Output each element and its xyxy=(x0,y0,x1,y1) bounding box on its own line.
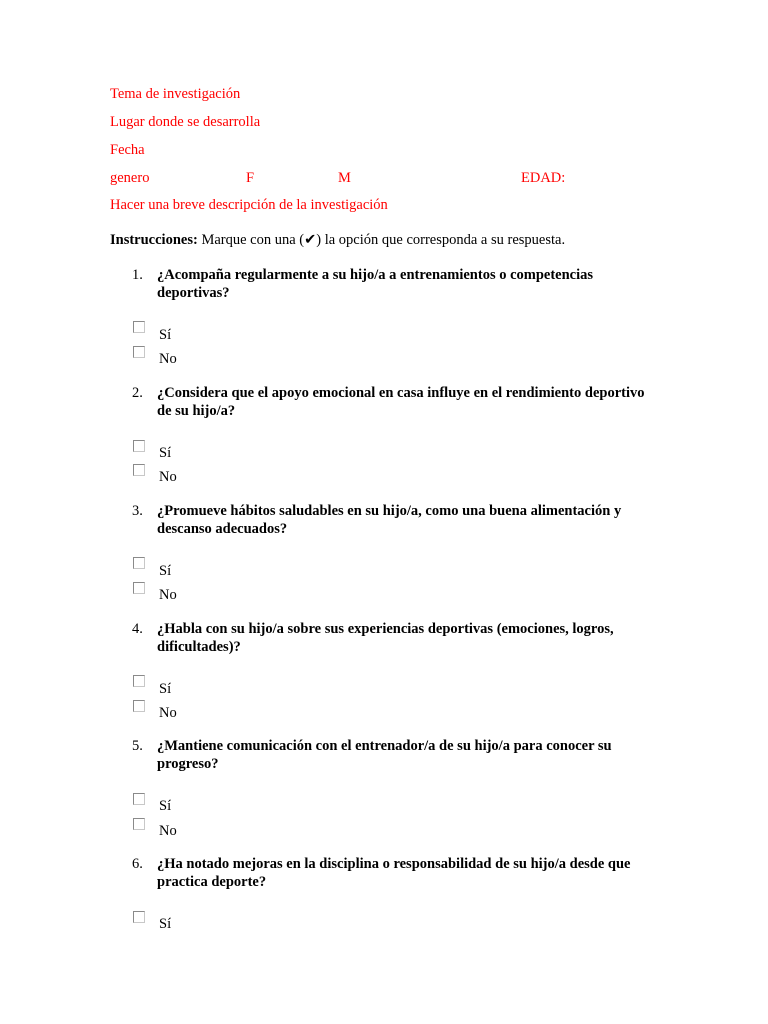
option-si[interactable] xyxy=(0,438,768,461)
question-number: 2. xyxy=(132,385,143,401)
genero-label: genero xyxy=(110,170,150,186)
option-label: Sí xyxy=(159,563,172,579)
option-si[interactable] xyxy=(0,791,768,814)
question-text: ¿Habla con su hijo/a sobre sus experiencias deportivas (emociones, logros, dificultades)? xyxy=(157,621,614,655)
question-number: 4. xyxy=(132,621,143,637)
option-no[interactable] xyxy=(0,698,768,721)
option-no[interactable] xyxy=(0,462,768,485)
checkbox[interactable] xyxy=(133,793,145,805)
question-text: ¿Promueve hábitos saludables en su hijo/a, como una buena alimentación y descanso adecuados? xyxy=(157,503,622,537)
checkbox[interactable] xyxy=(133,582,145,594)
option-label: Sí xyxy=(159,916,172,932)
option-label: No xyxy=(159,587,177,603)
option-label: No xyxy=(159,351,177,367)
checkbox[interactable] xyxy=(133,321,145,333)
question-number: 6. xyxy=(132,856,143,872)
checkbox[interactable] xyxy=(133,818,145,830)
checkbox[interactable] xyxy=(133,911,145,923)
option-si[interactable] xyxy=(0,320,768,343)
question-text: ¿Considera que el apoyo emocional en casa influye en el rendimiento deportivo de su hijo/a? xyxy=(157,385,645,419)
question-text: ¿Acompaña regularmente a su hijo/a a entrenamientos o competencias deportivas? xyxy=(157,267,594,301)
descripcion-label: Hacer una breve descripción de la investigación xyxy=(110,197,388,213)
genero-m-option: M xyxy=(338,170,351,186)
genero-row xyxy=(0,169,768,187)
checkbox[interactable] xyxy=(133,464,145,476)
instructions xyxy=(110,231,565,249)
instructions-label: Instrucciones: xyxy=(110,232,198,248)
genero-f-option: F xyxy=(246,170,255,186)
checkbox[interactable] xyxy=(133,440,145,452)
option-no[interactable] xyxy=(0,344,768,367)
option-si[interactable] xyxy=(0,674,768,697)
edad-label: EDAD: xyxy=(521,170,566,186)
fecha-label: Fecha xyxy=(110,142,145,158)
option-si[interactable] xyxy=(0,556,768,579)
question-number: 5. xyxy=(132,738,143,754)
checkbox[interactable] xyxy=(133,557,145,569)
option-label: Sí xyxy=(159,445,172,461)
question-text: ¿Mantiene comunicación con el entrenador/a de su hijo/a para conocer su progreso? xyxy=(157,738,612,772)
question-text: ¿Ha notado mejoras en la disciplina o responsabilidad de su hijo/a desde que practica deporte? xyxy=(157,856,631,890)
option-label: Sí xyxy=(159,681,172,697)
lugar-label: Lugar donde se desarrolla xyxy=(110,114,261,130)
option-no[interactable] xyxy=(0,580,768,603)
checkbox[interactable] xyxy=(133,675,145,687)
option-label: No xyxy=(159,823,177,839)
question-number: 3. xyxy=(132,503,143,519)
instructions-text: Marque con una (✔) la opción que corresponda a su respuesta. xyxy=(197,232,566,248)
option-label: Sí xyxy=(159,327,172,343)
question-number: 1. xyxy=(132,267,143,283)
checkbox[interactable] xyxy=(133,700,145,712)
option-si[interactable] xyxy=(0,909,768,932)
option-label: Sí xyxy=(159,798,172,814)
option-label: No xyxy=(159,705,177,721)
option-label: No xyxy=(159,469,177,485)
checkbox[interactable] xyxy=(133,346,145,358)
option-no[interactable] xyxy=(0,816,768,839)
tema-investigacion-label: Tema de investigación xyxy=(110,86,241,102)
